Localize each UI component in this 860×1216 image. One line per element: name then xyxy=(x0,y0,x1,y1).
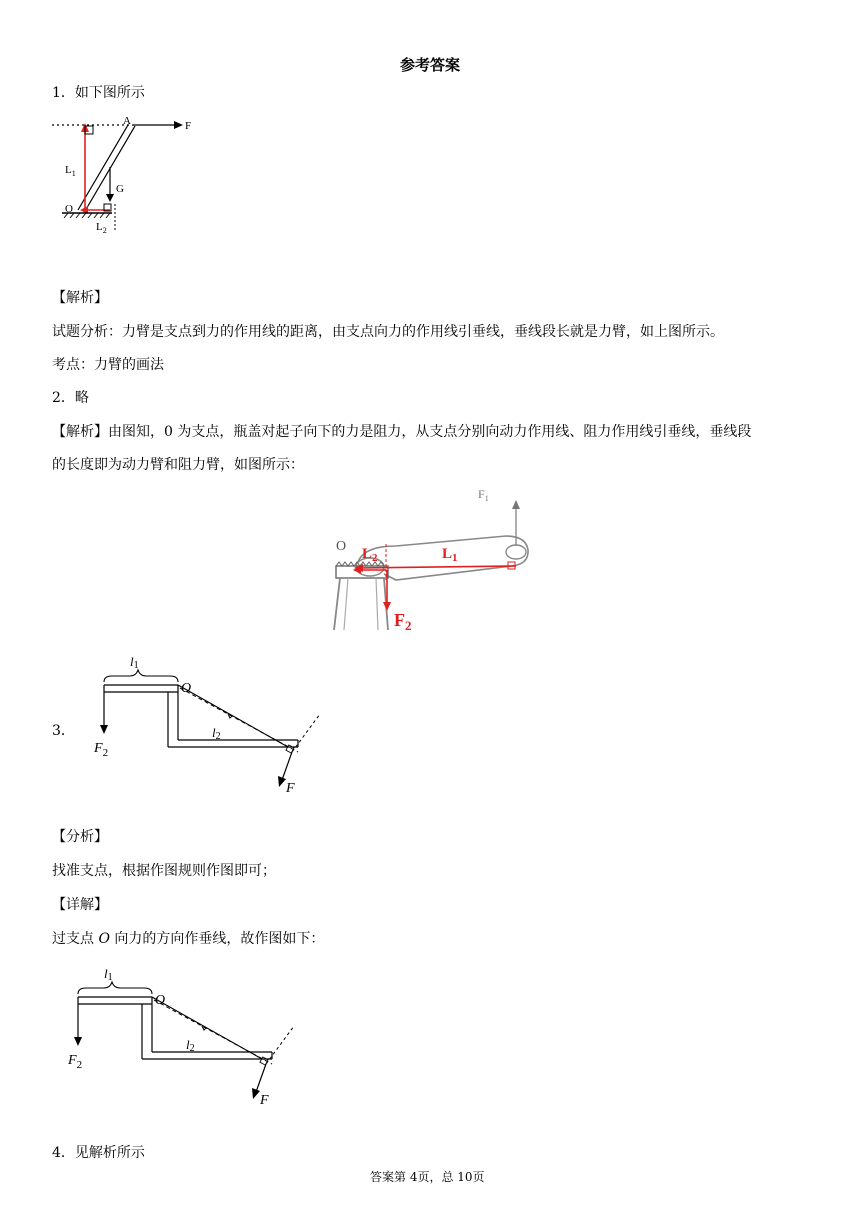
q3-label-F2-sub: 2 xyxy=(102,747,109,759)
q2-label-F1: F xyxy=(478,487,485,501)
q3-answer-figure xyxy=(62,964,302,1110)
q4-heading: 4．见解析所示 xyxy=(52,1145,145,1161)
q3-lever-figure xyxy=(88,652,328,798)
q3-label-l1: l xyxy=(130,654,134,669)
q2-bottle-opener-figure xyxy=(326,484,548,634)
q2-analysis-line1: 【解析】由图知，0 为支点，瓶盖对起子向下的力是阻力，从支点分别向动力作用线、阻力作用线引垂线，垂线段 xyxy=(52,424,752,440)
q3b-label-F2-sub: 2 xyxy=(76,1059,83,1071)
q3-label-F: F xyxy=(286,781,295,796)
svg-text:F2 xyxy=(67,1053,82,1071)
q1-label-O: O xyxy=(65,203,73,215)
svg-text:F2 xyxy=(93,741,108,759)
q3-xiangjie-O: O xyxy=(98,931,110,947)
q1-heading: 1．如下图所示 xyxy=(52,85,145,101)
q3b-label-l2: l xyxy=(186,1037,190,1052)
q2-label-F2: F xyxy=(394,610,405,630)
page-footer: 答案第 4页，总 10页 xyxy=(370,1170,485,1184)
q3-label-F2: F xyxy=(94,741,103,756)
svg-text:l1 xyxy=(104,966,113,983)
q3-label-l2: l xyxy=(212,725,216,740)
svg-text:F1 xyxy=(478,487,489,503)
q3-xiangjie-pre: 过支点 xyxy=(52,931,94,947)
q1-label-L2-sub: 2 xyxy=(102,226,107,235)
svg-text:L1 xyxy=(442,546,458,564)
q1-label-L1: L xyxy=(65,164,72,176)
q3b-label-F2: F xyxy=(68,1053,77,1068)
svg-text:L2 xyxy=(96,221,107,235)
q2-label-L1: L xyxy=(442,546,453,562)
q2-label-L1-sub: 1 xyxy=(452,552,458,564)
q2-label-O: O xyxy=(336,539,347,554)
q1-label-A: A xyxy=(123,115,131,127)
q3b-label-l2-sub: 2 xyxy=(189,1043,195,1054)
page-title: 参考答案 xyxy=(400,56,461,74)
q1-analysis-text: 试题分析：力臂是支点到力的作用线的距离，由支点向力的作用线引垂线，垂线段长就是力臂，如上图所示。 xyxy=(52,324,724,340)
q3-fenxi-text: 找准支点，根据作图规则作图即可； xyxy=(52,863,276,879)
q1-label-G: G xyxy=(116,183,124,195)
q3-number: 3． xyxy=(52,723,75,739)
q3-label-l1-sub: 1 xyxy=(133,660,139,671)
q3-xiangjie-tag: 【详解】 xyxy=(52,897,108,913)
q1-analysis-tag: 【解析】 xyxy=(52,290,108,306)
q3b-label-O: O xyxy=(155,993,166,1008)
svg-text:l1 xyxy=(130,654,139,671)
q3-fenxi-tag: 【分析】 xyxy=(52,829,108,845)
q2-label-L2-sub: 2 xyxy=(372,552,378,564)
q1-label-F: F xyxy=(185,120,192,132)
q1-label-L2: L xyxy=(96,221,103,233)
q3-xiangjie-text xyxy=(52,928,324,948)
svg-text:F2 xyxy=(394,610,412,633)
q3b-label-l1: l xyxy=(104,966,108,981)
q2-label-F2-sub: 2 xyxy=(405,618,412,633)
q1-kaodian: 考点：力臂的画法 xyxy=(52,357,164,373)
svg-text:l2 xyxy=(212,725,221,742)
q1-label-L1-sub: 1 xyxy=(71,169,76,178)
q1-lever-figure xyxy=(52,112,202,242)
q3-xiangjie-post: 向力的方向作垂线，故作图如下： xyxy=(114,931,325,947)
svg-text:l2 xyxy=(186,1037,195,1054)
svg-text:L1 xyxy=(65,164,76,178)
q2-label-L2: L xyxy=(362,546,373,562)
q3b-label-F: F xyxy=(260,1093,269,1108)
q2-analysis-line2: 的长度即为动力臂和阻力臂，如图所示： xyxy=(52,457,304,473)
q3-label-O: O xyxy=(181,681,192,696)
q3b-label-l1-sub: 1 xyxy=(107,972,113,983)
q2-label-F1-sub: 1 xyxy=(484,494,489,503)
q3-label-l2-sub: 2 xyxy=(215,731,221,742)
q2-heading: 2．略 xyxy=(52,390,89,406)
